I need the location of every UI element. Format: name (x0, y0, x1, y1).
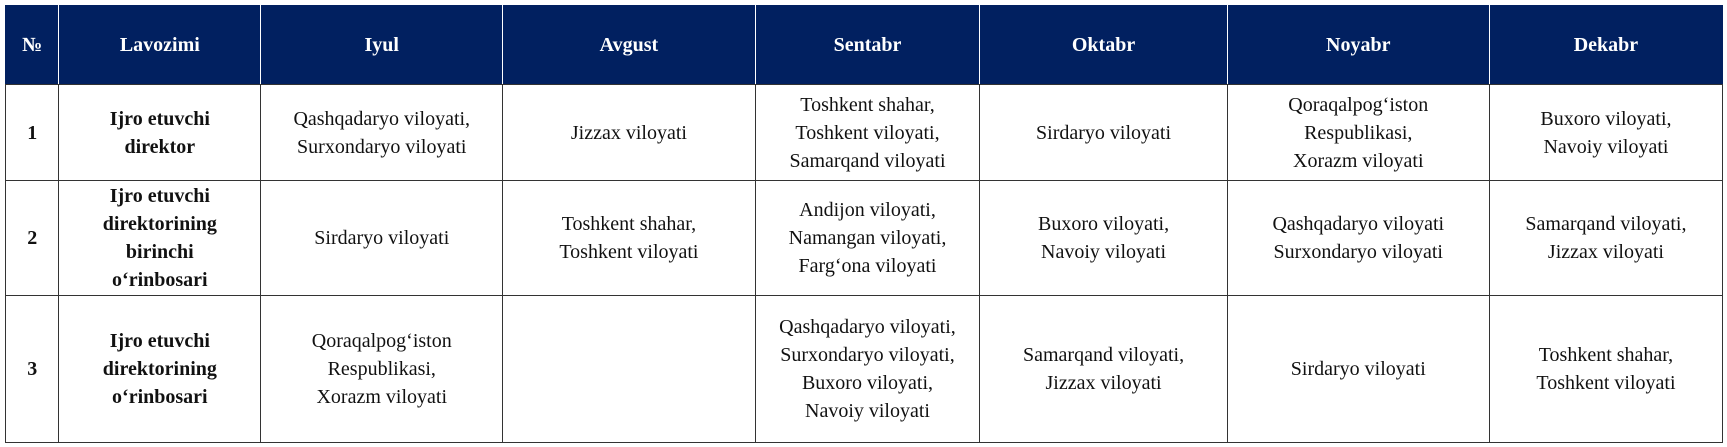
position-line: Ijro etuvchi (109, 330, 210, 352)
july-cell (261, 85, 503, 181)
table-row (6, 181, 1723, 296)
july-cell (261, 181, 503, 296)
row-number-cell (6, 296, 59, 443)
header-row (6, 6, 1723, 85)
region-line: Navoiy viloyati (1543, 135, 1669, 158)
region-line: Surxondaryo viloyati (1273, 241, 1443, 263)
header-cell-november: Noyabr (1227, 6, 1489, 85)
region-line: Qashqadaryo viloyati, (779, 316, 956, 338)
region-line: Qoraqalpog‘iston (311, 330, 452, 352)
position-cell (59, 296, 261, 443)
region-line: Navoiy viloyati (1041, 241, 1167, 263)
region-line: Navoiy viloyati (805, 400, 930, 422)
december-cell (1489, 85, 1722, 181)
position-cell (59, 85, 261, 181)
region-line: Qashqadaryo viloyati (1272, 213, 1445, 235)
september-cell (755, 85, 980, 181)
region-line: Xorazm viloyati (316, 386, 448, 408)
schedule-table (5, 5, 1723, 443)
header-cell-position: Lavozimi (59, 6, 261, 85)
position-cell (59, 181, 261, 296)
region-line: Buxoro viloyati, (1540, 107, 1672, 130)
region-line: Sirdaryo viloyati (1036, 121, 1172, 144)
header-cell-august: Avgust (503, 6, 755, 85)
row-number-cell (6, 181, 59, 296)
region-line: Andijon viloyati, (799, 199, 936, 221)
row-number-cell (6, 85, 59, 181)
september-cell (755, 181, 980, 296)
header-cell-october: Oktabr (980, 6, 1227, 85)
header-cell-september: Sentabr (755, 6, 980, 85)
region-line: Jizzax viloyati (1045, 372, 1162, 394)
region-line: Toshkent viloyati (1536, 372, 1676, 394)
position-line: Ijro etuvchi (109, 185, 210, 207)
region-line: Toshkent viloyati, (795, 121, 940, 144)
position-line: direktor (124, 135, 196, 158)
region-line: Toshkent shahar, (1538, 344, 1674, 366)
region-line: Toshkent shahar, (800, 93, 935, 116)
region-line: Namangan viloyati, (788, 227, 947, 249)
position-line: direktorining (102, 358, 217, 380)
october-cell (980, 296, 1227, 443)
region-line: Qashqadaryo viloyati, (293, 107, 471, 130)
november-cell (1227, 85, 1489, 181)
region-line: Samarqand viloyati (789, 149, 946, 172)
region-line: Samarqand viloyati, (1525, 213, 1687, 235)
region-line: Toshkent shahar, (561, 213, 697, 235)
november-cell (1227, 296, 1489, 443)
region-line: Toshkent viloyati (559, 241, 699, 263)
table-row (6, 85, 1723, 181)
august-cell (503, 85, 755, 181)
region-line: Qoraqalpog‘iston (1288, 93, 1429, 116)
region-line: Buxoro viloyati, (1037, 213, 1170, 235)
header-cell-july: Iyul (261, 6, 503, 85)
region-line: Sirdaryo viloyati (314, 227, 450, 249)
position-line: direktorining (102, 213, 217, 235)
position-line: o‘rinbosari (112, 269, 208, 291)
region-line: Buxoro viloyati, (801, 372, 934, 394)
region-line: Samarqand viloyati, (1023, 344, 1185, 366)
region-line: Sirdaryo viloyati (1290, 358, 1426, 380)
region-line: Surxondaryo viloyati, (780, 344, 955, 366)
september-cell (755, 296, 980, 443)
header-cell-december: Dekabr (1489, 6, 1722, 85)
region-line: Respublikasi, (327, 358, 436, 380)
october-cell (980, 181, 1227, 296)
region-line: Surxondaryo viloyati (297, 135, 467, 158)
table-row (6, 296, 1723, 443)
december-cell (1489, 181, 1722, 296)
header-cell-number: № (6, 6, 59, 85)
position-line: o‘rinbosari (112, 386, 208, 408)
region-line: Jizzax viloyati (570, 121, 687, 144)
region-line: Xorazm viloyati (1293, 149, 1424, 172)
position-line: Ijro etuvchi (109, 107, 210, 130)
row-number: 2 (27, 227, 38, 249)
july-cell (261, 296, 503, 443)
row-number: 3 (27, 358, 38, 380)
region-line: Farg‘ona viloyati (798, 255, 937, 277)
december-cell (1489, 296, 1722, 443)
august-cell (503, 181, 755, 296)
position-line: birinchi (125, 241, 194, 263)
region-line: Respublikasi, (1304, 121, 1413, 144)
october-cell (980, 85, 1227, 181)
november-cell (1227, 181, 1489, 296)
region-line: Jizzax viloyati (1547, 241, 1664, 263)
row-number: 1 (27, 121, 38, 144)
august-cell (503, 296, 755, 443)
